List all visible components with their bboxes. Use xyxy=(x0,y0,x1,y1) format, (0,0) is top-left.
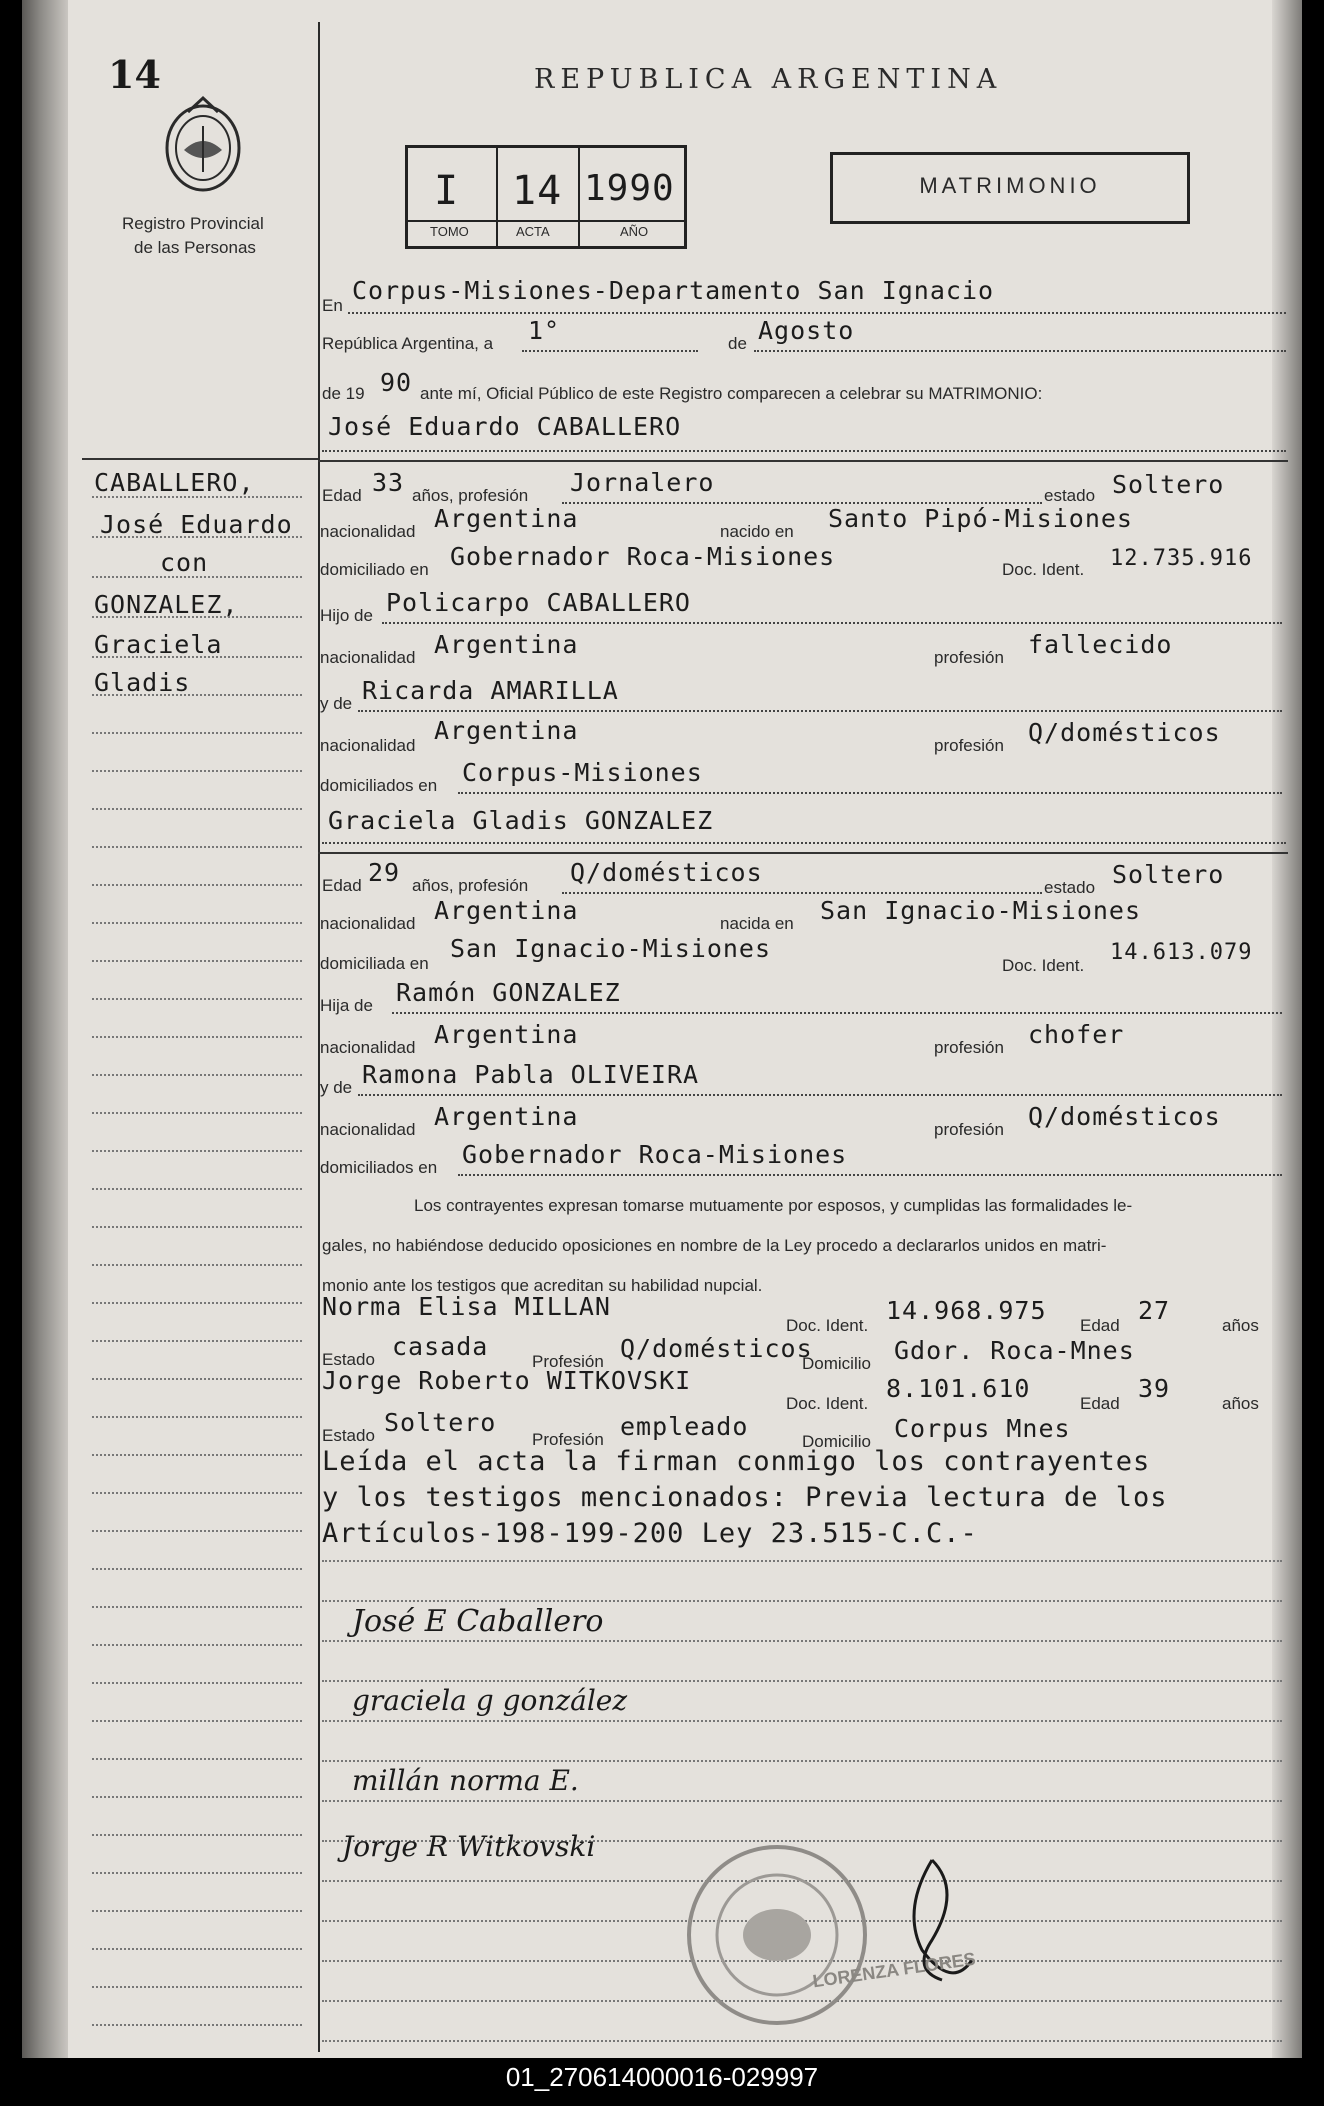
country-title: REPUBLICA ARGENTINA xyxy=(534,64,1003,95)
declaration-line-2: gales, no habiéndose deducido oposiciones en nombre de la Ley procedo a declararlos unidos en matri- xyxy=(322,1236,1107,1255)
bride-doc: 14.613.079 xyxy=(1110,940,1253,965)
groom-estado: Soltero xyxy=(1112,470,1225,499)
bride-mother-profession: Q/domésticos xyxy=(1028,1102,1221,1131)
document-type: MATRIMONIO xyxy=(919,173,1101,198)
bride-father-nationality: Argentina xyxy=(434,1020,579,1049)
provincial-seal-icon xyxy=(160,92,246,196)
bride-name: Graciela Gladis GONZALEZ xyxy=(328,806,714,835)
witness2-estado-label: Estado xyxy=(322,1426,375,1445)
acta-label: ACTA xyxy=(516,224,550,239)
groom-doc-label: Doc. Ident. xyxy=(1002,560,1085,579)
witness1-estado-label: Estado xyxy=(322,1350,375,1369)
bride-father: Ramón GONZALEZ xyxy=(396,978,621,1007)
witness1-domicile: Gdor. Roca-Mnes xyxy=(894,1336,1135,1365)
witness1-prof-label: Profesión xyxy=(532,1352,604,1371)
groom-edad-label: Edad xyxy=(322,486,362,505)
acta-value: 14 xyxy=(512,168,563,214)
groom-nac-label: nacionalidad xyxy=(320,522,416,541)
bride-dom-label: domiciliada en xyxy=(320,954,429,973)
ano-value: 1990 xyxy=(584,168,675,209)
document-page xyxy=(22,0,1302,2058)
margin-line-6: Gladis xyxy=(94,668,191,697)
bride-nationality: Argentina xyxy=(434,896,579,925)
marriage-month: Agosto xyxy=(758,316,855,345)
bride-mother-nac-label: nacionalidad xyxy=(320,1120,416,1139)
tomo-label: TOMO xyxy=(430,224,469,239)
bride-estado-label: estado xyxy=(1044,878,1096,897)
official-stamp-text: LORENZA FLORES xyxy=(811,1948,977,1992)
witness1-estado: casada xyxy=(392,1332,489,1361)
groom-father: Policarpo CABALLERO xyxy=(386,588,691,617)
groom-nacido-label: nacido en xyxy=(720,522,794,541)
margin-divider xyxy=(318,22,320,2052)
bride-yde-label: y de xyxy=(320,1078,353,1097)
signature-witness1: millán norma E. xyxy=(352,1764,579,1797)
bride-estado: Soltero xyxy=(1112,860,1225,889)
bride-mother: Ramona Pabla OLIVEIRA xyxy=(362,1060,700,1089)
witness1-profession: Q/domésticos xyxy=(620,1334,813,1363)
groom-parents-domicile: Corpus-Misiones xyxy=(462,758,703,787)
signature-witness2: Jorge R Witkovski xyxy=(342,1830,596,1863)
margin-line-4: GONZALEZ, xyxy=(94,590,239,619)
witness1-anos-label: años xyxy=(1222,1316,1259,1335)
groom-parents-dom-label: domiciliados en xyxy=(320,776,438,795)
de-label: de xyxy=(728,334,747,353)
bride-father-profession: chofer xyxy=(1028,1020,1125,1049)
page-edge-shadow xyxy=(1272,0,1302,2058)
witness1-name: Norma Elisa MILLAN xyxy=(322,1292,611,1321)
registry-label-1: Registro Provincial xyxy=(122,214,264,233)
bride-anos-label: años, profesión xyxy=(412,876,529,895)
witness1-age: 27 xyxy=(1138,1296,1171,1325)
bride-birthplace: San Ignacio-Misiones xyxy=(820,896,1142,925)
groom-mother-nac-label: nacionalidad xyxy=(320,736,416,755)
witness2-domicile: Corpus Mnes xyxy=(894,1414,1071,1443)
groom-domicile: Gobernador Roca-Misiones xyxy=(450,542,836,571)
witness2-estado: Soltero xyxy=(384,1408,497,1437)
marriage-day: 1° xyxy=(528,316,561,345)
closing-line-3: Artículos-198-199-200 Ley 23.515-C.C.- xyxy=(322,1518,978,1549)
groom-dom-label: domiciliado en xyxy=(320,560,429,579)
groom-father-profession: fallecido xyxy=(1028,630,1173,659)
declaration-line-3: monio ante los testigos que acreditan su habilidad nupcial. xyxy=(322,1276,763,1295)
witness2-name: Jorge Roberto WITKOVSKI xyxy=(322,1366,692,1395)
closing-line-2: y los testigos mencionados: Previa lectura de los xyxy=(322,1482,1168,1513)
bride-parents-domicile: Gobernador Roca-Misiones xyxy=(462,1140,848,1169)
groom-doc: 12.735.916 xyxy=(1110,546,1253,571)
groom-father-nationality: Argentina xyxy=(434,630,579,659)
document-type-box xyxy=(830,152,1190,224)
groom-age: 33 xyxy=(372,468,405,497)
margin-line-1: CABALLERO, xyxy=(94,468,255,497)
margin-line-2: José Eduardo xyxy=(100,510,293,539)
bride-profession: Q/domésticos xyxy=(570,858,763,887)
signature-groom: José E Caballero xyxy=(352,1604,604,1639)
tomo-value: I xyxy=(434,168,460,214)
bride-father-nac-label: nacionalidad xyxy=(320,1038,416,1057)
bride-doc-label: Doc. Ident. xyxy=(1002,956,1085,975)
bride-nacida-label: nacida en xyxy=(720,914,794,933)
witness1-dom-label: Domicilio xyxy=(802,1354,871,1373)
groom-estado-label: estado xyxy=(1044,486,1096,505)
witness2-doc-label: Doc. Ident. xyxy=(786,1394,869,1413)
bride-hija-label: Hija de xyxy=(320,996,373,1015)
binding-edge xyxy=(22,0,68,2058)
official-stamp-icon xyxy=(682,1840,872,2030)
groom-father-prof-label: profesión xyxy=(934,648,1004,667)
groom-father-nac-label: nacionalidad xyxy=(320,648,416,667)
page-number: 14 xyxy=(108,52,161,97)
marriage-place: Corpus-Misiones-Departamento San Ignacio xyxy=(352,276,995,305)
groom-nationality: Argentina xyxy=(434,504,579,533)
republic-label: República Argentina, a xyxy=(322,334,494,353)
groom-mother: Ricarda AMARILLA xyxy=(362,676,619,705)
ano-label: AÑO xyxy=(620,224,649,239)
witness2-prof-label: Profesión xyxy=(532,1430,604,1449)
groom-hijo-label: Hijo de xyxy=(320,606,373,625)
year-prefix: de 19 xyxy=(322,384,365,403)
file-id: 01_270614000016-029997 xyxy=(505,2062,819,2092)
groom-mother-profession: Q/domésticos xyxy=(1028,718,1221,747)
margin-line-3: con xyxy=(160,548,209,577)
bride-mother-prof-label: profesión xyxy=(934,1120,1004,1139)
signature-bride: graciela g gonzález xyxy=(352,1684,628,1717)
witness2-age: 39 xyxy=(1138,1374,1171,1403)
witness2-edad-label: Edad xyxy=(1080,1394,1120,1413)
declaration-line-1: Los contrayentes expresan tomarse mutuamente por esposos, y cumplidas las formalidades le- xyxy=(414,1196,1133,1215)
bride-age: 29 xyxy=(368,858,401,887)
groom-yde-label: y de xyxy=(320,694,353,713)
bride-nac-label: nacionalidad xyxy=(320,914,416,933)
groom-profession: Jornalero xyxy=(570,468,715,497)
witness2-doc: 8.101.610 xyxy=(886,1374,1031,1403)
en-label: En xyxy=(322,296,343,315)
bride-mother-nationality: Argentina xyxy=(434,1102,579,1131)
registry-label-2: de las Personas xyxy=(134,238,256,257)
groom-anos-label: años, profesión xyxy=(412,486,529,505)
record-number-box xyxy=(405,145,687,249)
witness1-doc: 14.968.975 xyxy=(886,1296,1047,1325)
bride-edad-label: Edad xyxy=(322,876,362,895)
year-suffix: 90 xyxy=(380,368,413,397)
intro-text: ante mí, Oficial Público de este Registro comparecen a celebrar su MATRIMONIO: xyxy=(420,384,1043,403)
witness1-edad-label: Edad xyxy=(1080,1316,1120,1335)
witness2-profession: empleado xyxy=(620,1412,749,1441)
groom-mother-prof-label: profesión xyxy=(934,736,1004,755)
witness2-anos-label: años xyxy=(1222,1394,1259,1413)
witness1-doc-label: Doc. Ident. xyxy=(786,1316,869,1335)
groom-mother-nationality: Argentina xyxy=(434,716,579,745)
margin-line-5: Graciela xyxy=(94,630,223,659)
bride-domicile: San Ignacio-Misiones xyxy=(450,934,772,963)
bride-parents-dom-label: domiciliados en xyxy=(320,1158,438,1177)
bride-father-prof-label: profesión xyxy=(934,1038,1004,1057)
closing-line-1: Leída el acta la firman conmigo los contrayentes xyxy=(322,1446,1151,1477)
groom-name: José Eduardo CABALLERO xyxy=(328,412,682,441)
witness2-dom-label: Domicilio xyxy=(802,1432,871,1451)
groom-birthplace: Santo Pipó-Misiones xyxy=(828,504,1133,533)
